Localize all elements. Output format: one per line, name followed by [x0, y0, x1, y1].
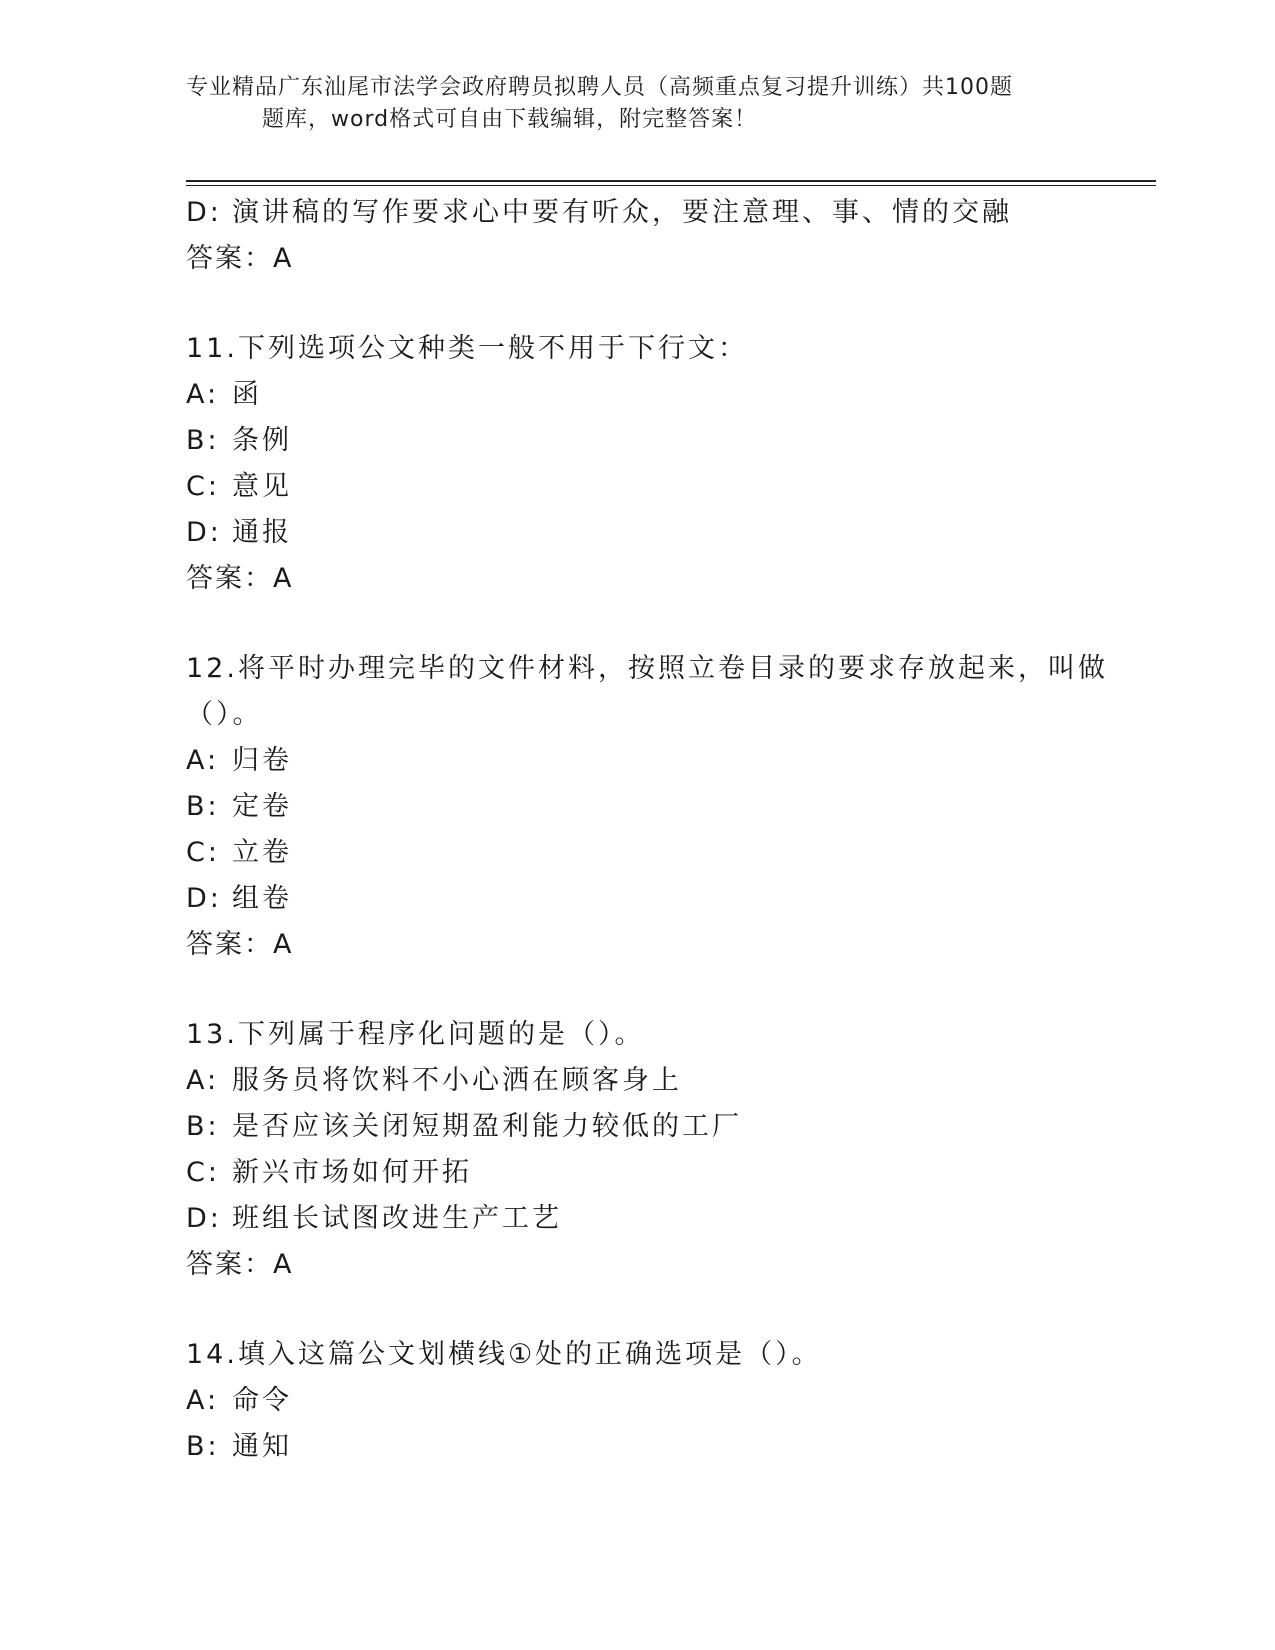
spacer — [186, 968, 1106, 1012]
question-11-answer: 答案：A — [186, 563, 294, 594]
header-divider-thick — [186, 180, 1156, 182]
option-key: D: — [186, 197, 222, 228]
option-key: C: — [186, 1157, 220, 1188]
question-11-option-a — [186, 372, 1106, 418]
question-12-option-b — [186, 784, 1106, 830]
option-text: 归卷 — [232, 745, 292, 776]
header-title-line1: 专业精品广东汕尾市法学会政府聘员拟聘人员（高频重点复习提升训练）共100题 — [186, 75, 1013, 100]
question-13-option-b — [186, 1104, 1106, 1150]
question-12-answer: 答案：A — [186, 929, 294, 960]
option-key: D: — [186, 1203, 222, 1234]
prev-option-d — [186, 190, 1106, 236]
option-key: B: — [186, 425, 220, 456]
option-text: 命令 — [232, 1385, 292, 1416]
option-text: 通报 — [232, 517, 292, 548]
option-key: B: — [186, 791, 220, 822]
option-key: A: — [186, 1385, 220, 1416]
question-11-option-c — [186, 464, 1106, 510]
option-text: 演讲稿的写作要求心中要有听众，要注意理、事、情的交融 — [232, 197, 1012, 228]
option-text: 立卷 — [232, 837, 292, 868]
option-key: D: — [186, 883, 222, 914]
option-text: 服务员将饮料不小心洒在顾客身上 — [232, 1065, 682, 1096]
option-key: B: — [186, 1431, 220, 1462]
question-11-option-b — [186, 418, 1106, 464]
header-divider-thin — [186, 185, 1156, 186]
option-text: 班组长试图改进生产工艺 — [232, 1203, 562, 1234]
spacer — [186, 602, 1106, 646]
question-13-option-c — [186, 1150, 1106, 1196]
option-text: 条例 — [232, 425, 292, 456]
question-12-option-d — [186, 876, 1106, 922]
option-key: A: — [186, 745, 220, 776]
option-text: 函 — [232, 379, 262, 410]
question-12-stem-line1: 12.将平时办理完毕的文件材料，按照立卷目录的要求存放起来，叫做 — [186, 653, 1108, 684]
question-14-stem: 14.填入这篇公文划横线①处的正确选项是（）。 — [186, 1339, 822, 1370]
option-text: 是否应该关闭短期盈利能力较低的工厂 — [232, 1111, 742, 1142]
question-12-stem-line2: （）。 — [186, 699, 263, 730]
option-text: 意见 — [232, 471, 292, 502]
question-13-stem: 13.下列属于程序化问题的是（）。 — [186, 1019, 645, 1050]
question-13-option-a — [186, 1058, 1106, 1104]
prev-answer: 答案：A — [186, 243, 294, 274]
option-text: 定卷 — [232, 791, 292, 822]
spacer — [186, 282, 1106, 326]
header-title-line2: 题库，word格式可自由下载编辑，附完整答案！ — [262, 107, 758, 132]
spacer — [186, 1288, 1106, 1332]
option-text: 新兴市场如何开拓 — [232, 1157, 472, 1188]
question-list — [186, 190, 1106, 1470]
question-11-stem: 11.下列选项公文种类一般不用于下行文： — [186, 333, 748, 364]
option-key: C: — [186, 471, 220, 502]
question-12-option-c — [186, 830, 1106, 876]
option-text: 通知 — [232, 1431, 292, 1462]
option-key: D: — [186, 517, 222, 548]
question-14-option-a — [186, 1378, 1106, 1424]
question-13-option-d — [186, 1196, 1106, 1242]
option-key: B: — [186, 1111, 220, 1142]
option-text: 组卷 — [232, 883, 292, 914]
option-key: A: — [186, 1065, 220, 1096]
question-12-option-a — [186, 738, 1106, 784]
question-11-option-d — [186, 510, 1106, 556]
question-14-option-b — [186, 1424, 1106, 1470]
option-key: A: — [186, 379, 220, 410]
question-13-answer: 答案：A — [186, 1249, 294, 1280]
document-header — [186, 72, 1086, 136]
option-key: C: — [186, 837, 220, 868]
